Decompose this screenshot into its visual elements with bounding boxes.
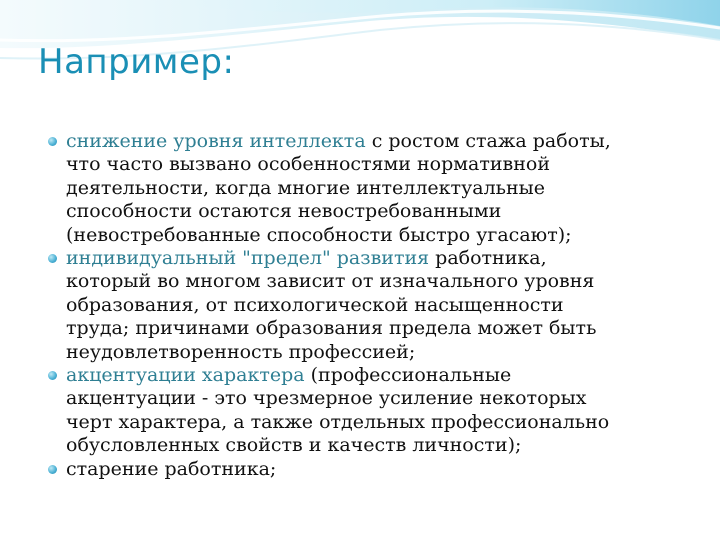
item-text: с ростом стажа работы, (365, 130, 611, 152)
item-text: старение работника; (66, 457, 277, 480)
item-highlight: акцентуации характера (66, 364, 305, 387)
bullet-list (46, 130, 686, 481)
item-text: (профессиональные (304, 364, 512, 387)
item-highlight: снижение уровня интеллекта (66, 130, 366, 152)
item-text: что часто вызвано особенностями нормативной (66, 153, 551, 176)
item-text: черт характера, а также отдельных профессионально (66, 410, 610, 433)
item-text: (невостребованные способности быстро угасают); (66, 223, 572, 246)
list-item (46, 364, 686, 458)
item-text: деятельности, когда многие интеллектуальные (66, 176, 546, 199)
item-text: обусловленных свойств и качеств личности); (66, 434, 522, 457)
item-highlight: индивидуальный "предел" развития (66, 247, 430, 270)
item-text: образования, от психологической насыщенности (66, 293, 564, 316)
item-text: акцентуации - это чрезмерное усиление некоторых (66, 387, 587, 410)
item-text: труда; причинами образования предела может быть (66, 317, 597, 340)
bullet-icon (48, 371, 57, 380)
bullet-icon (48, 465, 57, 474)
slide-title: Например: (38, 42, 235, 82)
item-text: способности остаются невостребованными (66, 200, 502, 223)
bullet-icon (48, 254, 57, 263)
list-item (46, 247, 686, 364)
list-item (46, 130, 686, 247)
bullet-icon (48, 137, 57, 146)
item-text: который во многом зависит от изначального уровня (66, 270, 595, 293)
item-text: неудовлетворенность профессией; (66, 340, 416, 363)
item-text: работника, (429, 247, 547, 270)
list-item (46, 458, 686, 481)
